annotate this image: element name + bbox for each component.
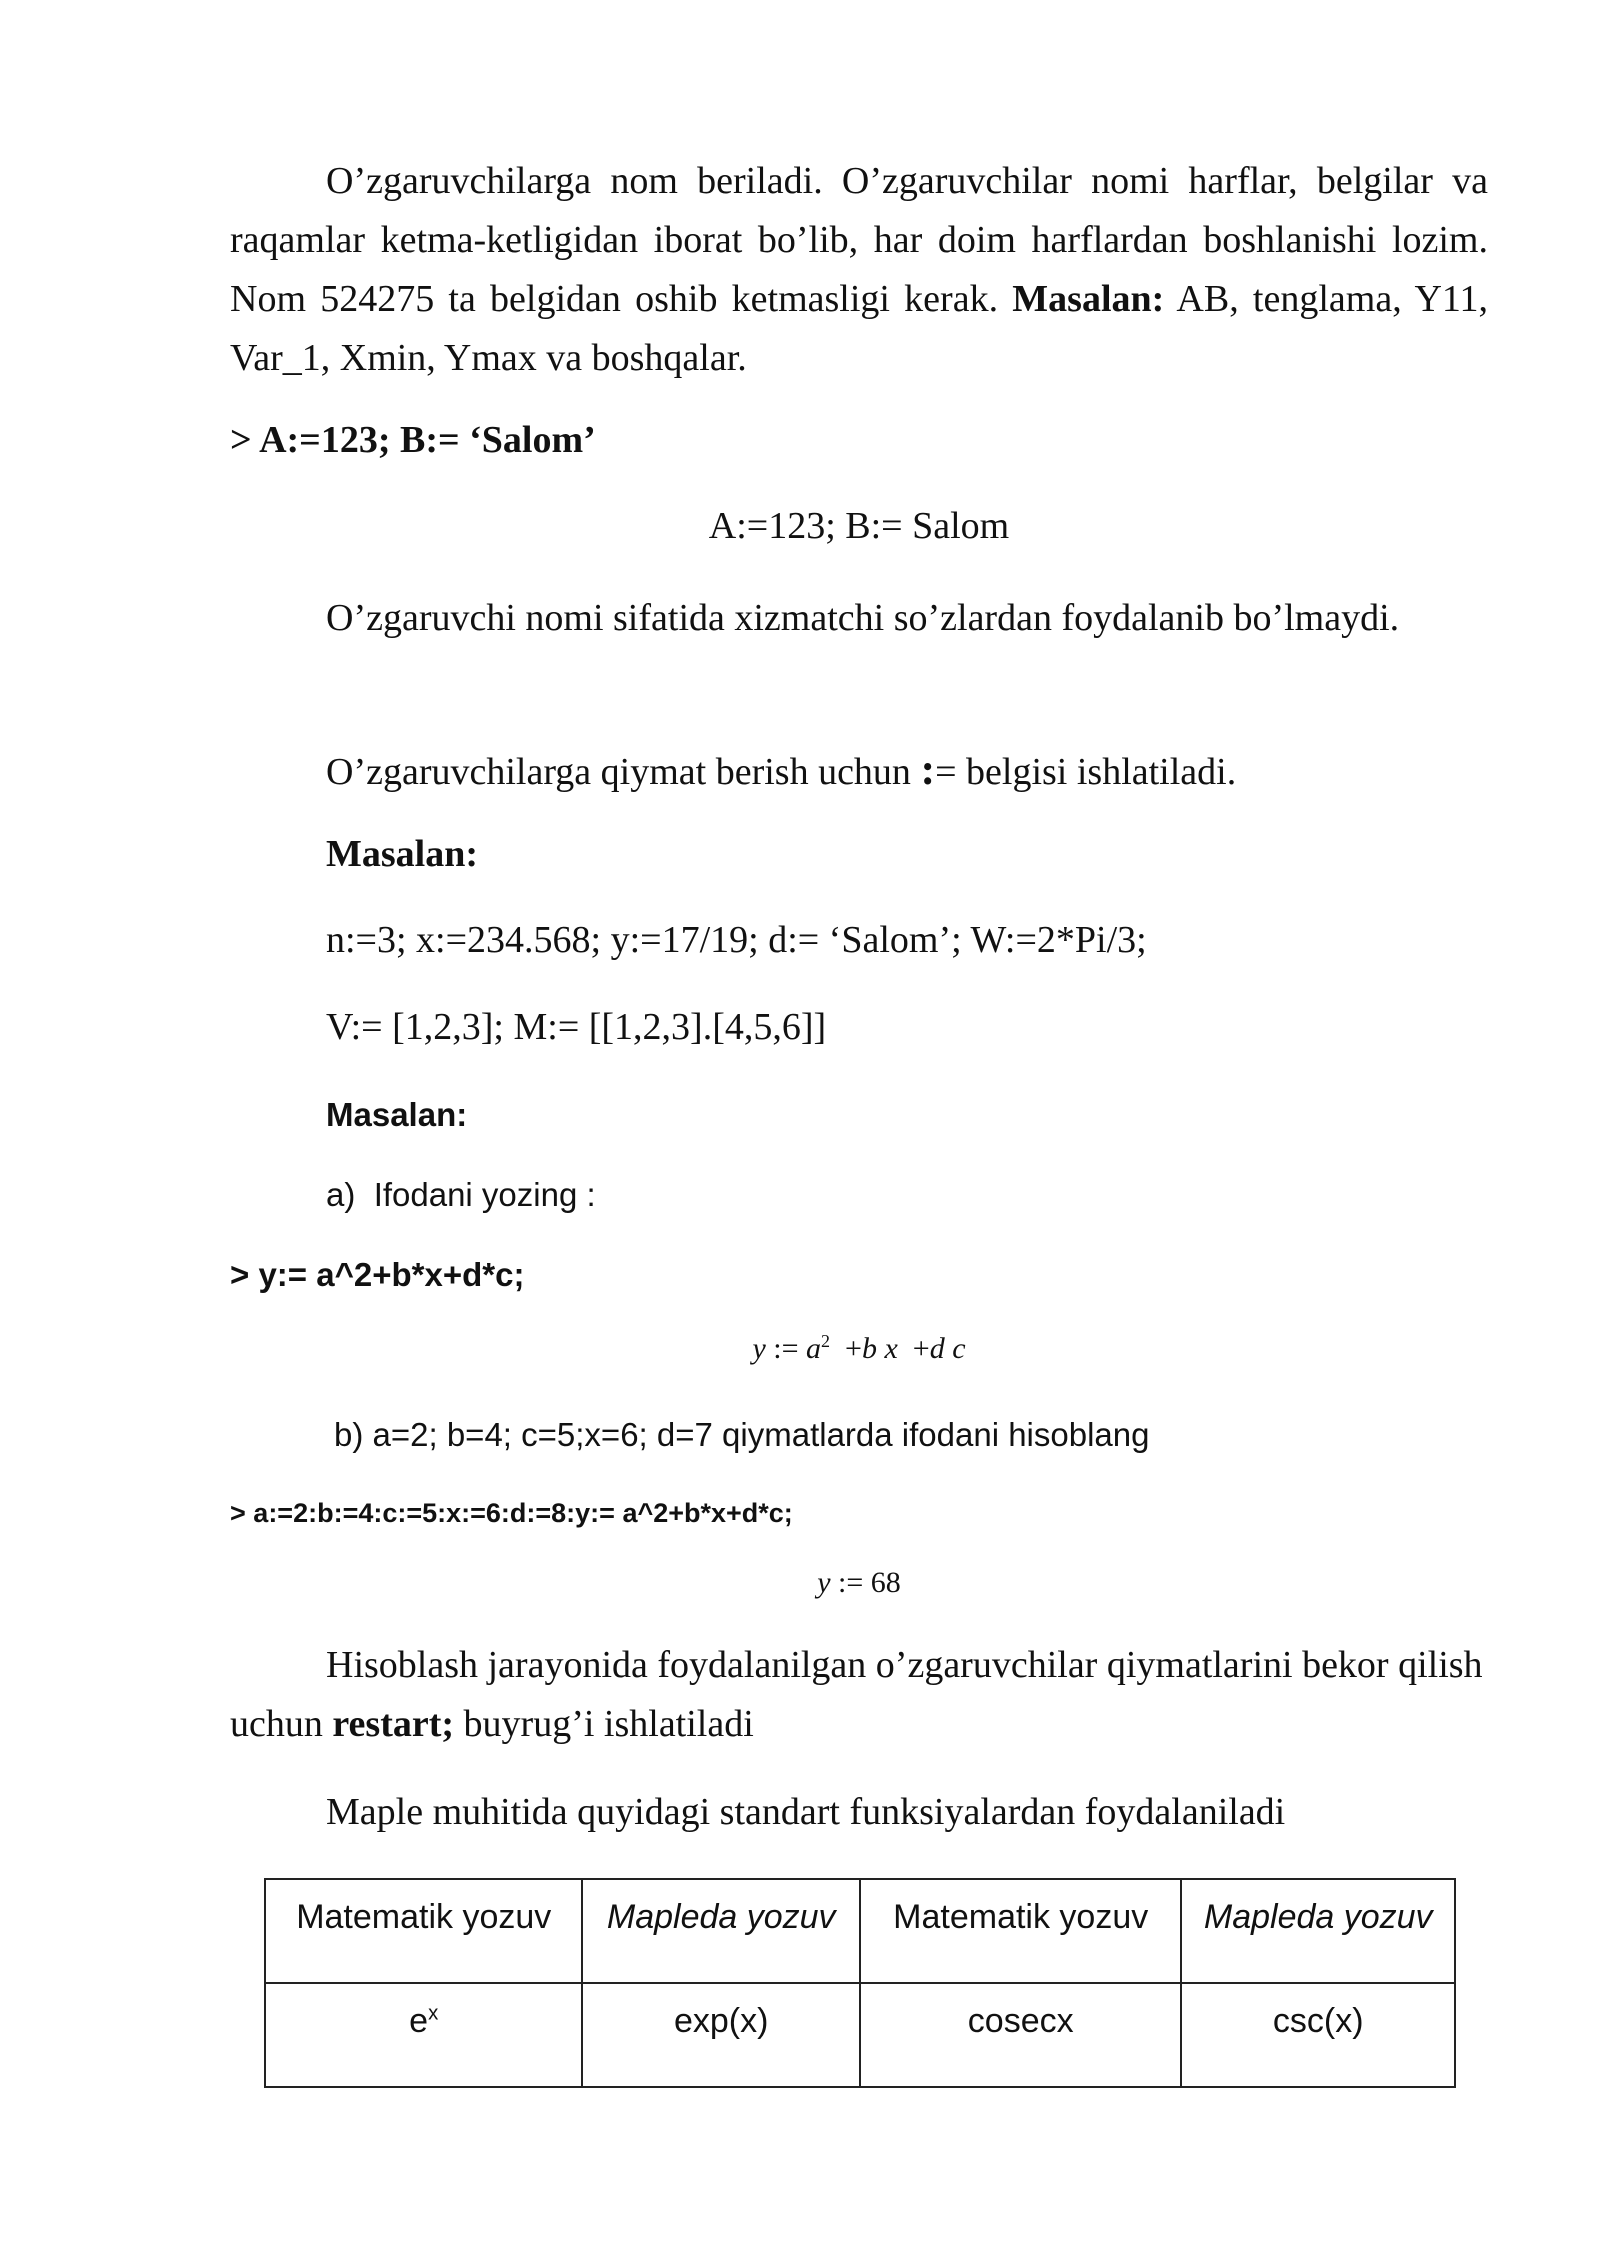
maple-command-3 xyxy=(230,1498,793,1529)
output-c: c xyxy=(952,1332,966,1365)
list-item-b: b) a=2; b=4; c=5;x=6; d=7 qiymatlarda ifodani hisoblang xyxy=(334,1416,1150,1453)
exp-power: x xyxy=(428,2002,439,2025)
table-cell: csc(x) xyxy=(1181,1983,1455,2087)
maple-code: a:=2:b:=4:c:=5:x:=6:d:=8:y:= a^2+b*x+d*c; xyxy=(253,1498,793,1528)
example-names: AB, tenglama, Y11, Var_1, Xmin, Ymax va boshqalar. xyxy=(230,278,1489,379)
table-header-cell: Matematik yozuv xyxy=(860,1879,1181,1983)
output-assign: := xyxy=(838,1566,864,1599)
table-cell-math-exp xyxy=(265,1983,582,2087)
maple-output-3 xyxy=(230,1566,1488,1600)
table-cell: cosecx xyxy=(860,1983,1181,2087)
output-assign: := xyxy=(773,1332,799,1365)
paragraph-text: Hisoblash jarayonida foydalanilgan o’zgaruvchilar qiymatlarini bekor qilish uchun xyxy=(230,1644,1483,1745)
example-assignments-line-2: V:= [1,2,3]; M:= [[1,2,3].[4,5,6]] xyxy=(326,1006,827,1048)
example-label: Masalan: xyxy=(1012,278,1165,320)
maple-output-1: A:=123; B:= Salom xyxy=(708,505,1010,547)
list-item-a xyxy=(326,1176,596,1214)
output-exponent: 2 xyxy=(821,1331,831,1351)
table-row xyxy=(265,1983,1455,2087)
table-header-cell: Mapleda yozuv xyxy=(1181,1879,1455,1983)
maple-output-2 xyxy=(230,1332,1488,1366)
table-header-cell: Matematik yozuv xyxy=(265,1879,582,1983)
output-x: x xyxy=(884,1332,898,1365)
maple-code: y:= a^2+b*x+d*c; xyxy=(258,1256,525,1293)
example-heading-2: Masalan: xyxy=(326,1096,468,1133)
output-lhs: y xyxy=(817,1566,831,1599)
table-header-row xyxy=(265,1879,1455,1983)
paragraph-text-end: buyrug’i ishlatiladi xyxy=(463,1703,754,1745)
paragraph-restart xyxy=(230,1636,1488,1754)
output-a: a xyxy=(806,1332,822,1365)
paragraph-assignment xyxy=(326,744,1236,795)
output-b: b xyxy=(861,1332,877,1365)
table-cell: exp(x) xyxy=(582,1983,860,2087)
maple-command-1 xyxy=(230,418,596,462)
example-assignments-line-1: n:=3; x:=234.568; y:=17/19; d:= ‘Salom’; W:=2*Pi/3; xyxy=(326,919,1147,961)
list-item-text: Ifodani yozing : xyxy=(373,1176,596,1213)
output-lhs: y xyxy=(752,1332,766,1365)
maple-prompt: > xyxy=(230,1498,246,1528)
paragraph-text: O’zgaruvchilarga nom beriladi. O’zgaruvchilar nomi harflar, belgilar va raqamlar ketma-ketligidan iborat bo’lib, har doim harflardan boshlanishi lozim. Nom 524275 ta belgidan oshib ketmasligi kerak. xyxy=(230,160,1488,320)
maple-prompt: > xyxy=(230,419,252,461)
output-plus-2: + xyxy=(912,1332,930,1365)
paragraph-reserved-words: O’zgaruvchi nomi sifatida xizmatchi so’zlardan foydalanib bo’lmaydi. xyxy=(326,597,1400,639)
paragraph-standard-functions: Maple muhitida quyidagi standart funksiyalardan foydalaniladi xyxy=(326,1791,1286,1833)
colon-symbol: : xyxy=(920,745,936,794)
example-heading-1: Masalan: xyxy=(326,833,478,875)
exp-base: e xyxy=(409,2002,429,2040)
functions-table xyxy=(264,1878,1456,2088)
maple-code: A:=123; B:= ‘Salom’ xyxy=(259,419,596,461)
maple-command-2 xyxy=(230,1256,524,1294)
paragraph-text: O’zgaruvchilarga qiymat berish uchun xyxy=(326,751,911,793)
output-value: 68 xyxy=(870,1566,901,1599)
paragraph-text-end: = belgisi ishlatiladi. xyxy=(935,751,1237,793)
output-plus-1: + xyxy=(845,1332,862,1365)
list-marker: a) xyxy=(326,1176,356,1213)
paragraph-variable-names xyxy=(230,152,1488,388)
table-header-cell: Mapleda yozuv xyxy=(582,1879,860,1983)
restart-command: restart; xyxy=(332,1703,455,1745)
maple-prompt: > xyxy=(230,1256,250,1293)
output-d: d xyxy=(929,1332,945,1365)
